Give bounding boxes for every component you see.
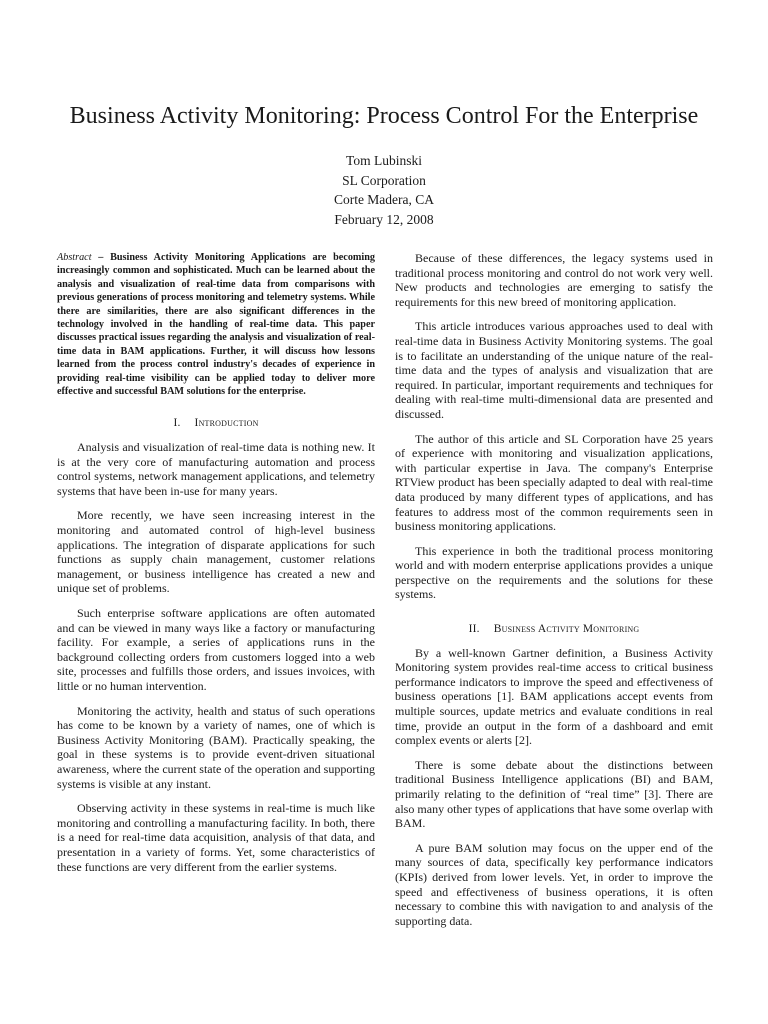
section-heading-introduction <box>57 416 375 431</box>
paragraph: By a well-known Gartner definition, a Business Activity Monitoring system provides real-time access to critical business performance indicators to improve the speed and effectiveness of business operations [1]. BAM applications accept events from multiple sources, update metrics and evaluate conditions in real time, provide an output in the form of a dashboard and emit complex events or alerts [2]. <box>395 645 713 748</box>
paragraph: This experience in both the traditional process monitoring world and with modern enterprise applications provides a unique perspective on the requirements and the solutions for these systems. <box>395 543 713 602</box>
paragraph: Because of these differences, the legacy systems used in traditional process monitoring and control do not work very well. New products and technologies are emerging to satisfy the requirements for this new breed of monitoring application. <box>395 251 713 309</box>
right-column <box>395 251 713 938</box>
paragraph: Monitoring the activity, health and status of such operations has come to be known by a variety of names, one of which is Business Activity Monitoring (BAM). Practically speaking, the goal in these systems is to provide event-driven situational awareness, where the current state of the operation and supporting systems is visible at any instant. <box>57 703 375 791</box>
author-name: Tom Lubinski <box>346 153 422 168</box>
section-title: Introduction <box>194 417 259 430</box>
left-column <box>57 251 375 884</box>
paper-title: Business Activity Monitoring: Process Control For the Enterprise <box>69 103 699 129</box>
section-number: I. <box>173 417 181 430</box>
paragraph: Observing activity in these systems in real-time is much like monitoring and controlling a manufacturing facility. In both, there is a need for real-time data acquisition, analysis of that data, and presentation in a variety of forms. Yet, some characteristics of these functions are very different from the earlier systems. <box>57 801 375 874</box>
paragraph: More recently, we have seen increasing interest in the monitoring and automated control of high-level business applications. The integration of disparate applications for such functions as supply chain management, customer relations management, or business intelligence has created a new and unique set of problems. <box>57 508 375 596</box>
paragraph: Such enterprise software applications are often automated and can be viewed in many ways like a factory or manufacturing facility. For example, a series of applications runs in the background collecting orders from customers logged into a web site, processes and fulfills those orders, and issues invoices, with little or no human intervention. <box>57 606 375 693</box>
abstract-label: Abstract <box>57 252 92 263</box>
paragraph: A pure BAM solution may focus on the upper end of the many sources of data, specifically key performance indicators (KPIs) derived from lower levels. Yet, in order to improve the speed and effectiveness of business operations, it is often necessary to combine this with navigation to and analysis of the supporting data. <box>395 840 713 928</box>
paragraph: There is some debate about the distinctions between traditional Business Intelligence applications (BI) and BAM, primarily relating to the definition of “real time” [3]. There are also many other types of applications that have some overlap with BAM. <box>395 757 713 831</box>
abstract-text: – Business Activity Monitoring Applications are becoming increasingly common and sophisticated. Much can be learned about the analysis and visualization of real-time data from comparisons with previous generations of process monitoring and telemetry systems. While there are similarities, there are also significant differences in the technology involved in the handling of real-time data. This paper discusses practical issues regarding the analysis and visualization of real-time data in BAM applications. Further, it will discuss how lessons learned from the process control industry's decades of experience in providing real-time visibility can be applied today to deliver more effective and successful BAM solutions for the enterprise. <box>57 252 375 398</box>
section-number: II. <box>468 623 480 636</box>
paragraph: Analysis and visualization of real-time data is nothing new. It is at the very core of manufacturing automation and process control systems, network management applications, and telemetry systems that have been in-use for many years. <box>57 440 375 498</box>
author-affiliation: SL Corporation <box>342 172 426 188</box>
paper-date: February 12, 2008 <box>334 211 434 227</box>
abstract <box>57 251 375 398</box>
section-heading-business-activity-monitoring <box>395 622 713 637</box>
author-location: Corte Madera, CA <box>333 192 435 207</box>
section-title: Business Activity Monitoring <box>493 623 640 636</box>
author-block <box>0 151 768 229</box>
paragraph: The author of this article and SL Corporation have 25 years of experience with monitoring and visualization applications, with particular expertise in Java. The company's Enterprise RTView product has been specially adapted to deal with real-time data produced by many different types of applications, and has features to address most of the common requirements seen in business monitoring applications. <box>395 431 713 534</box>
paragraph: This article introduces various approaches used to deal with real-time data in Business Activity Monitoring systems. The goal is to facilitate an understanding of the unique nature of the real-time data and the types of analysis and visualization that are required. In particular, important requirements and techniques for dealing with real-time multi-dimensional data are presented and discussed. <box>395 319 713 421</box>
